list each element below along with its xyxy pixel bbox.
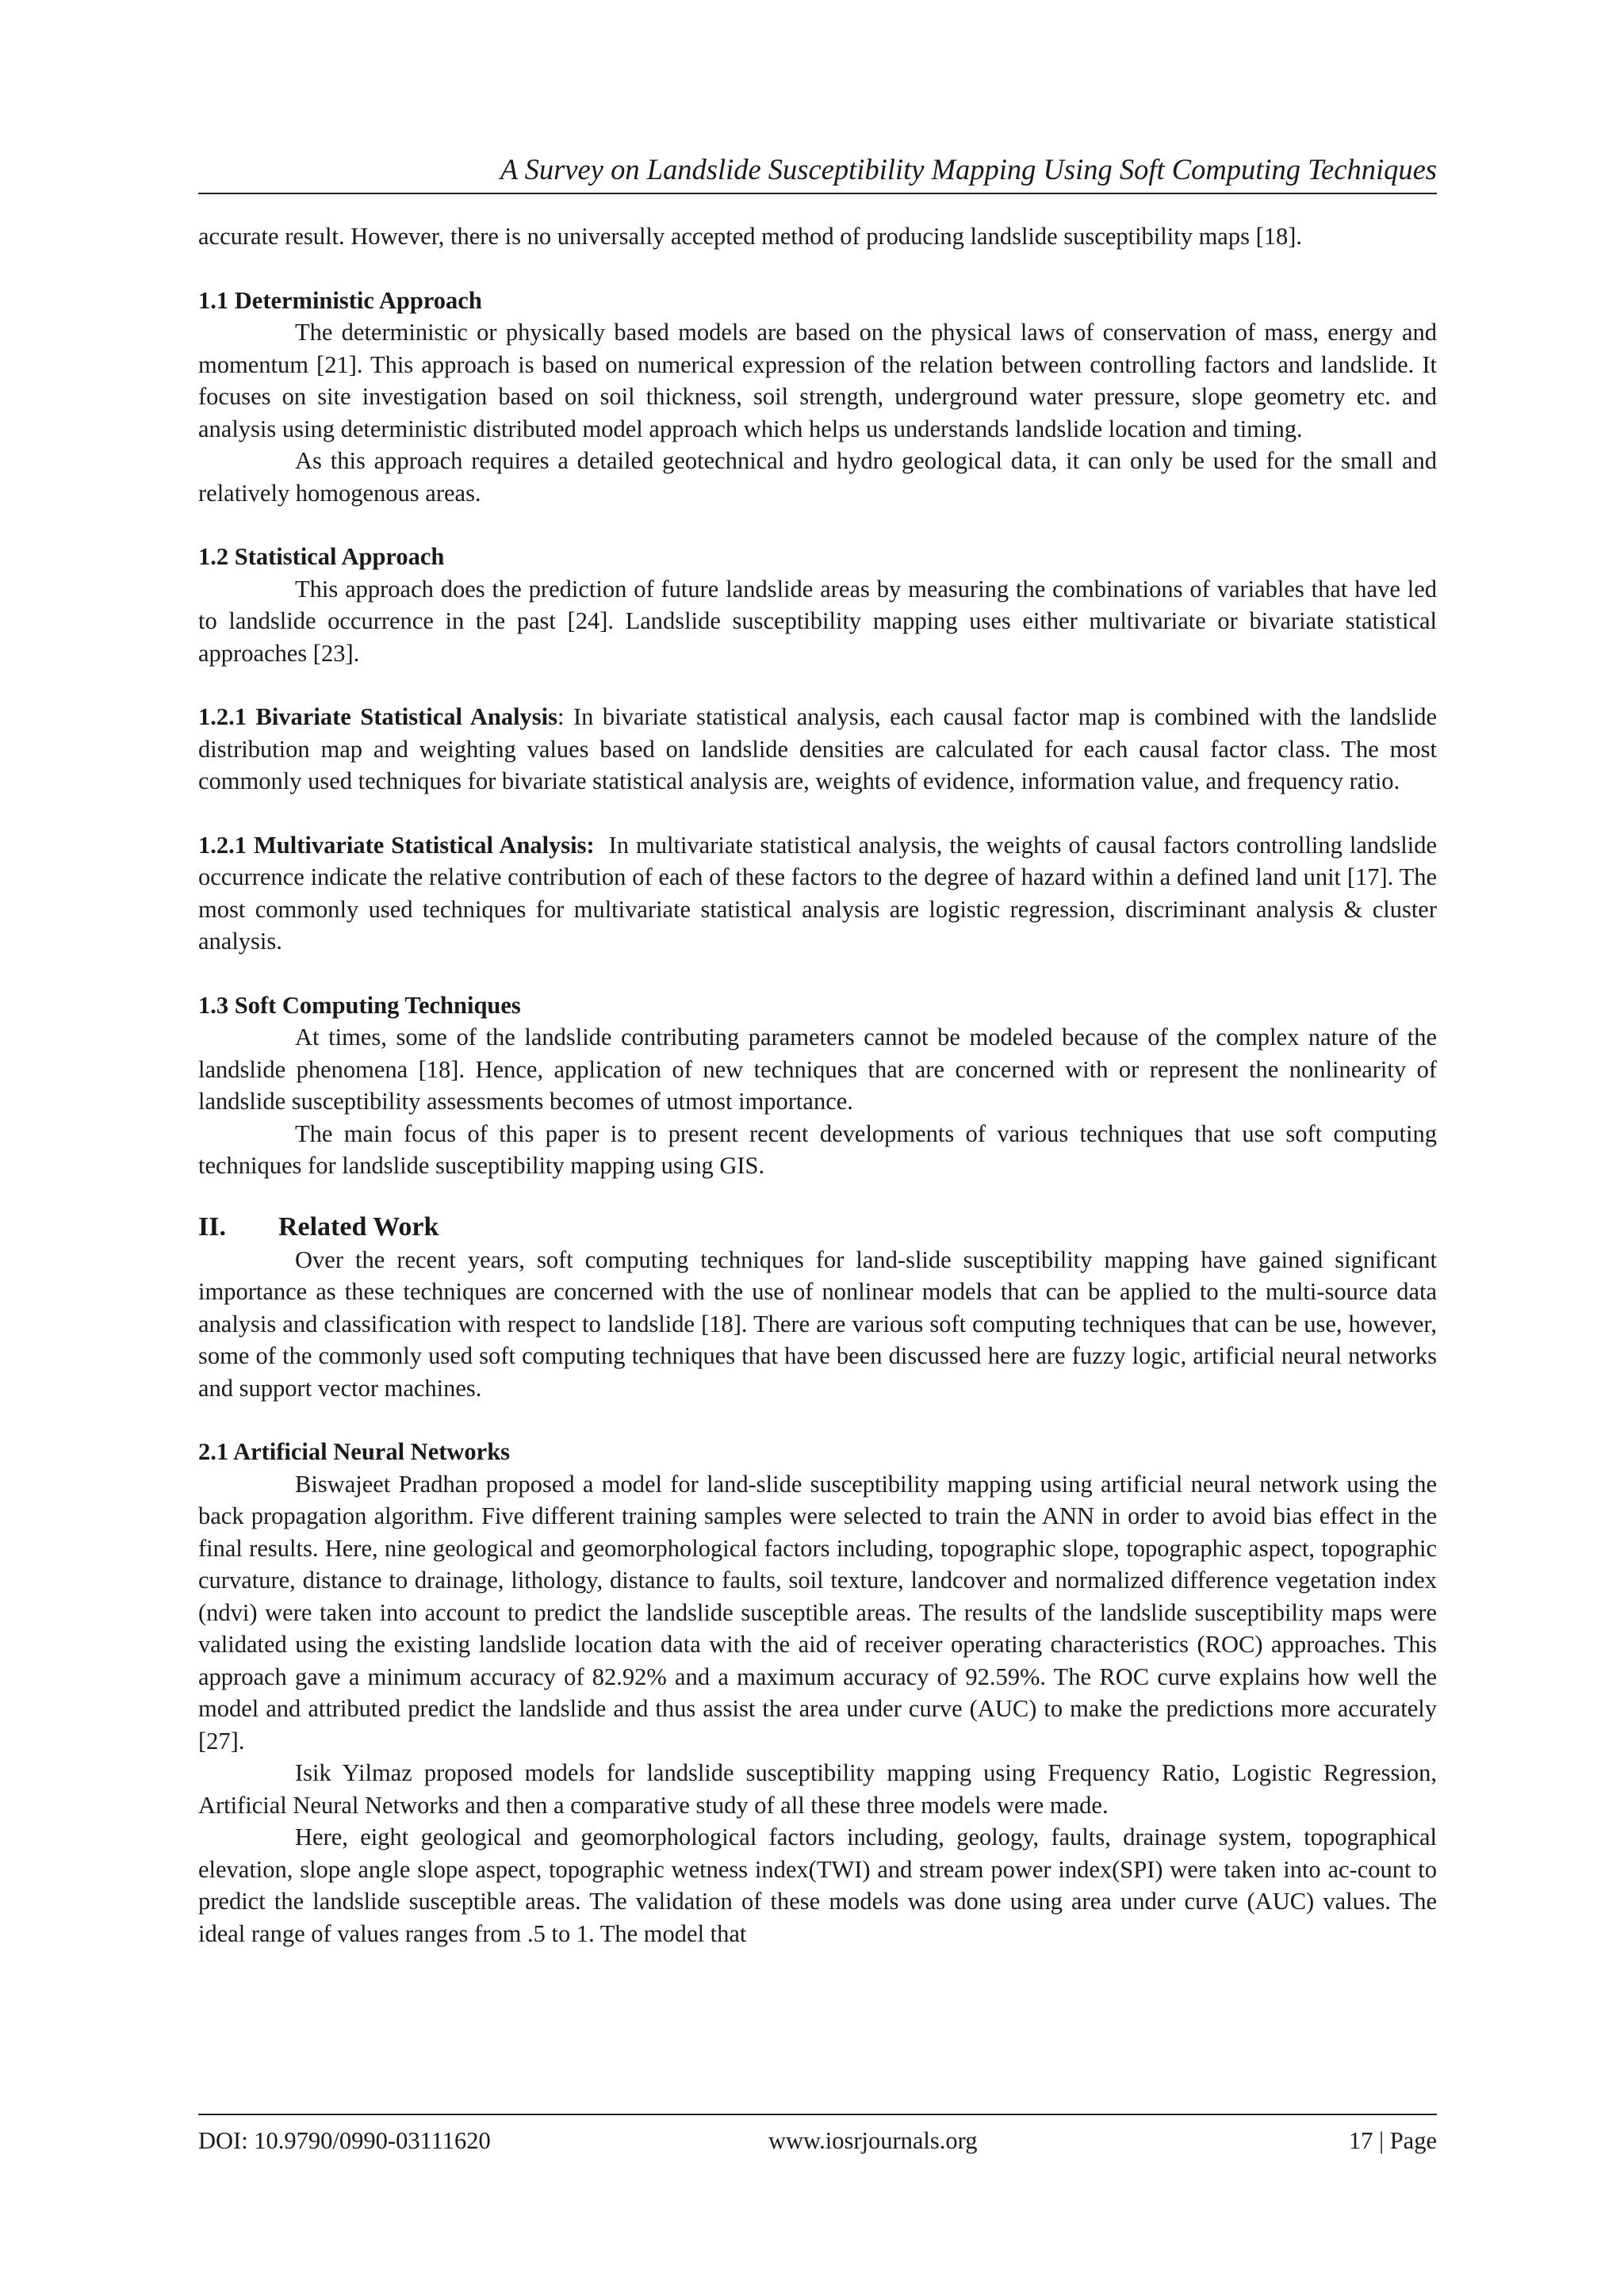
section-2-title — [198, 1211, 1437, 1244]
paragraph-1-2-a: This approach does the prediction of future landslide areas by measuring the combinations of variables that have led to landslide occurrence in the past [24]. Landslide susceptibility mapping uses either multivariate or bivariate statistical approaches [23]. — [198, 575, 1437, 667]
paragraph-multivariate — [198, 829, 1443, 958]
section-2-number: II. — [198, 1211, 226, 1242]
paragraph-2-1-c: Here, eight geological and geomorphological factors including, geology, faults, drainage system, topographical elevation, slope angle slope aspect, topographic wetness index(TWI) and stream power index(SPI) were taken into ac-count to predict the landslide susceptible areas. The validation of these models was done using area under curve (AUC) values. The ideal range of values ranges from .5 to 1. The model that — [198, 1823, 1437, 1947]
section-2-title-text: Related Work — [278, 1211, 439, 1242]
paper-page — [198, 0, 1443, 2296]
bivariate-text: : In bivariate statistical analysis, each causal factor map is combined with the landslide distribution map and weighting values based on landslide densities are calculated for each causal factor class. The most commonly used techniques for bivariate statistical analysis are, weights of evidence, information value, and frequency ratio. — [198, 703, 1437, 794]
heading-2-1: 2.1 Artificial Neural Networks — [198, 1438, 511, 1465]
paragraph-2-1-a: Biswajeet Pradhan proposed a model for land-slide susceptibility mapping using artificial neural network using the back propagation algorithm. Five different training samples were selected to train the ANN in order to avoid bias effect in the final results. Here, nine geological and geomorphological factors including, topographic slope, topographic aspect, topographic curvature, distance to drainage, lithology, distance to faults, soil texture, landcover and normalized difference vegetation index (ndvi) were taken into account to predict the landslide susceptible areas. The results of the landslide susceptibility maps were validated using the existing landslide location data with the aid of receiver operating characteristics (ROC) approaches. This approach gave a minimum accuracy of 82.92% and a maximum accuracy of 92.59%. The ROC curve explains how well the model and attributed predict the landslide and thus assist the area under curve (AUC) to make the predictions more accurately [27]. — [198, 1470, 1437, 1755]
paragraph-1-3-b: The main focus of this paper is to present recent developments of various techniques that use soft computing techniques for landslide susceptibility mapping using GIS. — [198, 1119, 1437, 1179]
heading-1-2: 1.2 Statistical Approach — [198, 543, 445, 570]
heading-1-1: 1.1 Deterministic Approach — [198, 286, 482, 314]
paragraph-1-1-a: The deterministic or physically based models are based on the physical laws of conservation of mass, energy and momentum [21]. This approach is based on numerical expression of the relation between controlling factors and landslide. It focuses on site investigation based on soil thickness, soil strength, underground water pressure, slope geometry etc. and analysis using deterministic distributed model approach which helps us understands landslide location and timing. — [198, 319, 1437, 442]
paragraph-2-a: Over the recent years, soft computing techniques for land-slide susceptibility mapping have gained significant importance as these techniques are concerned with the use of nonlinear models that can be applied to the multi-source data analysis and classification with respect to landslide [18]. There are various soft computing techniques that can be use, however, some of the commonly used soft computing techniques that have been discussed here are fuzzy logic, artificial neural networks and support vector machines. — [198, 1246, 1437, 1402]
paragraph-bivariate — [198, 701, 1437, 798]
multivariate-text: In multivariate statistical analysis, the weights of causal factors controlling landslide occurrence indicate the relative contribution of each of these factors to the degree of hazard within a defined land unit [17]. The most commonly used techniques for multivariate statistical analysis are logistic regression, discriminant analysis & cluster analysis. — [198, 831, 1443, 955]
intro-continuation: accurate result. However, there is no universally accepted method of producing landslide susceptibility maps [18]. — [198, 223, 1303, 250]
footer-page-number: 17 | Page — [1348, 2127, 1437, 2154]
footer-rule — [198, 2114, 1437, 2115]
header-rule — [198, 193, 1437, 194]
paragraph-2-1-b: Isik Yilmaz proposed models for landslide susceptibility mapping using Frequency Ratio, Logistic Regression, Artificial Neural Networks and then a comparative study of all these three models were made. — [198, 1759, 1437, 1819]
footer-doi: DOI: 10.9790/0990-03111620 — [198, 2127, 491, 2154]
paragraph-1-1-b: As this approach requires a detailed geotechnical and hydro geological data, it can only be used for the small and relatively homogenous areas. — [198, 447, 1437, 507]
heading-1-3: 1.3 Soft Computing Techniques — [198, 991, 521, 1019]
running-header-title: A Survey on Landslide Susceptibility Mapping Using Soft Computing Techniques — [500, 153, 1437, 186]
paragraph-1-3-a: At times, some of the landslide contributing parameters cannot be modeled because of the complex nature of the landslide phenomena [18]. Hence, application of new techniques that are concerned with or represent the nonlinearity of landslide susceptibility assessments becomes of utmost importance. — [198, 1024, 1437, 1115]
footer-website: www.iosrjournals.org — [768, 2127, 978, 2154]
heading-multivariate: 1.2.1 Multivariate Statistical Analysis: — [198, 831, 595, 859]
heading-bivariate: 1.2.1 Bivariate Statistical Analysis — [198, 703, 558, 730]
page-body — [198, 220, 1443, 1950]
